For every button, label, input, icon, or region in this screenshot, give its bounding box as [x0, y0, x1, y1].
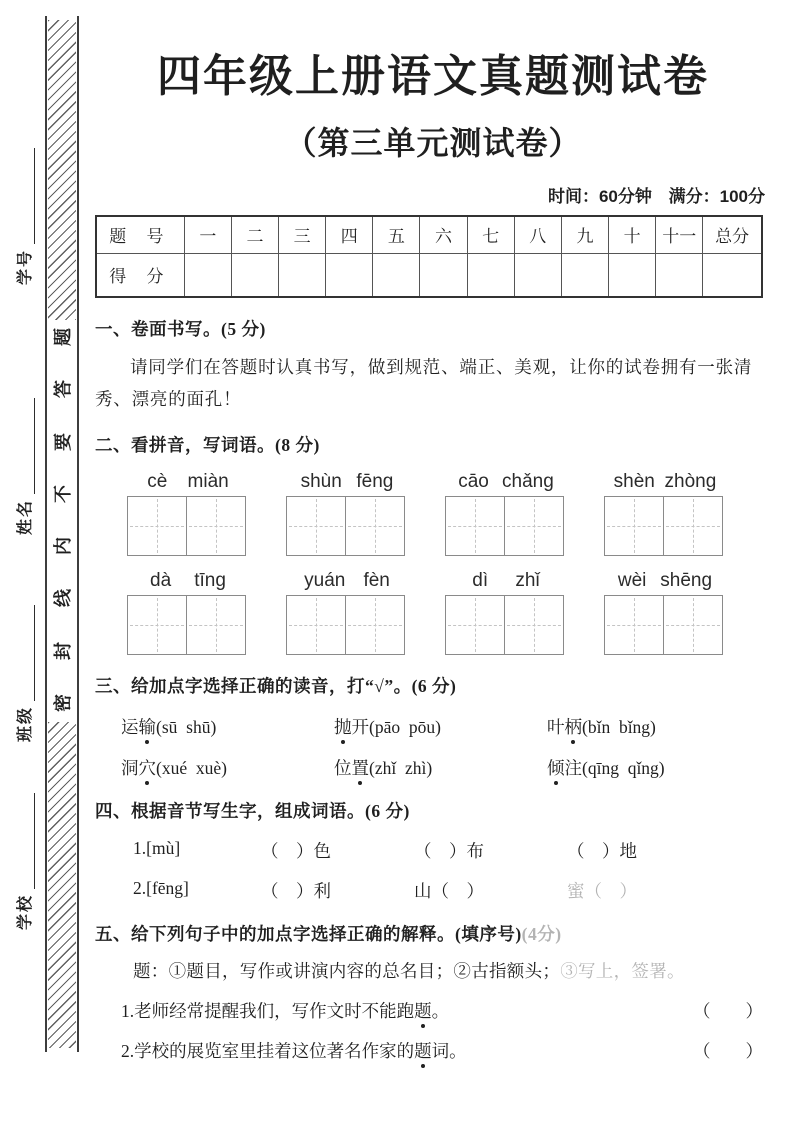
pronunciation-item	[121, 755, 334, 780]
score-header-cell: 三	[279, 216, 326, 253]
dotted-char: 题	[414, 1000, 432, 1021]
score-input-cell	[326, 253, 373, 297]
section-5-heading	[95, 921, 771, 946]
sentence-part: 词。	[431, 1040, 467, 1061]
page-subtitle: （第三单元测试卷）	[284, 125, 582, 161]
score-input-cell	[420, 253, 467, 297]
writing-box	[186, 496, 246, 556]
student-number-blank	[21, 148, 35, 244]
writing-box-pair	[604, 595, 726, 655]
writing-box	[345, 496, 405, 556]
pinyin-group	[127, 570, 249, 655]
writing-box	[604, 595, 664, 655]
pinyin-label	[445, 471, 567, 493]
seal-char: 答	[53, 380, 73, 399]
seal-char: 不	[53, 484, 73, 503]
seal-char: 题	[53, 328, 73, 346]
page-title: 四年级上册语文真题测试卷	[157, 52, 709, 101]
fill-in-blank: （ ）色	[261, 840, 331, 861]
student-number-label: 学号	[17, 248, 34, 285]
pinyin-group	[604, 471, 726, 556]
class-label: 班级	[17, 705, 34, 742]
hatch-pattern-bottom	[48, 722, 76, 1048]
fill-in-blank: 山（ ）	[414, 880, 484, 901]
word-part: 开	[351, 716, 369, 737]
score-header-cell: 五	[373, 216, 420, 253]
seal-char: 封	[53, 641, 73, 660]
writing-box-pair	[286, 496, 408, 556]
writing-box	[504, 496, 564, 556]
pinyin-syllable: zhǐ	[515, 569, 540, 591]
fill-in-blank: （ ）地	[567, 840, 637, 861]
section-3-heading: 三、给加点字选择正确的读音，打“√”。(6 分)	[95, 675, 457, 696]
pinyin-row-2	[127, 570, 771, 655]
writing-box-pair	[127, 496, 249, 556]
dotted-char: 穴	[138, 757, 156, 778]
dotted-char: 柄	[564, 716, 582, 737]
total-score-header-cell: 总分	[703, 216, 762, 253]
score-header-cell: 四	[326, 216, 373, 253]
pinyin-options: (bǐn bǐng)	[582, 716, 656, 737]
dotted-char: 倾	[547, 757, 565, 778]
pinyin-group	[445, 570, 567, 655]
pinyin-syllable: shùn	[300, 470, 342, 492]
pronunciation-row-1	[121, 714, 771, 739]
dotted-char: 输	[138, 716, 156, 737]
score-header-cell: 十一	[656, 216, 703, 253]
pinyin-syllable: shēng	[660, 569, 713, 591]
definition-text-faded: ③写上，签署。	[560, 960, 685, 981]
section-1-body: 请同学们在答题时认真书写，做到规范、端正、美观，让你的试卷拥有一张清秀、漂亮的面孔！	[95, 357, 753, 410]
pinyin-options: (sū shū)	[156, 716, 217, 737]
pinyin-label	[445, 570, 567, 592]
school-label: 学校	[17, 893, 34, 930]
seal-line-text	[47, 324, 77, 716]
pinyin-group	[286, 471, 408, 556]
pinyin-row-1	[127, 471, 771, 556]
pinyin-syllable: miàn	[187, 470, 229, 492]
pinyin-group	[286, 570, 408, 655]
hatch-pattern-top	[48, 20, 76, 320]
pinyin-label	[286, 471, 408, 493]
writing-box-pair	[286, 595, 408, 655]
pinyin-group	[445, 471, 567, 556]
pinyin-syllable: wèi	[617, 569, 647, 591]
writing-box	[445, 595, 505, 655]
section-2-heading: 二、看拼音，写词语。(8 分)	[95, 434, 320, 455]
answer-paren: （ ）	[693, 1040, 763, 1061]
writing-box	[127, 496, 187, 556]
pronunciation-item	[121, 714, 334, 739]
exam-time: 时间：60分钟	[547, 187, 652, 206]
score-header-cell: 九	[561, 216, 608, 253]
pinyin-syllable: cāo	[458, 470, 489, 492]
class-blank	[21, 605, 35, 701]
pinyin-syllable: tīng	[194, 569, 226, 591]
seal-strip	[45, 16, 79, 1052]
score-header-cell: 七	[467, 216, 514, 253]
pinyin-label	[127, 471, 249, 493]
pinyin-syllable: yuán	[304, 569, 346, 591]
writing-box-pair	[445, 496, 567, 556]
section-1-heading: 一、卷面书写。(5 分)	[95, 319, 266, 339]
fill-in-row-2	[133, 878, 771, 903]
paper-content	[95, 0, 771, 1063]
score-table-header-row	[96, 216, 762, 253]
pinyin-syllable: cè	[147, 470, 168, 492]
word-part: 洞	[121, 757, 139, 778]
word-part: 位	[334, 757, 352, 778]
pinyin-syllable: fēng	[356, 470, 394, 492]
pinyin-label	[604, 570, 726, 592]
school-blank	[21, 793, 35, 889]
pinyin-syllable: dà	[150, 569, 172, 591]
sentence-part: 1.老师经常提醒我们，写作文时不能跑	[121, 1000, 415, 1021]
writing-box-pair	[445, 595, 567, 655]
score-input-cell	[231, 253, 278, 297]
pinyin-syllable: dì	[472, 569, 489, 591]
fill-in-blank: （ ）布	[414, 840, 484, 861]
score-obtained-label: 得 分	[96, 253, 184, 297]
writing-box	[663, 496, 723, 556]
definition-line	[133, 958, 771, 983]
exam-meta	[95, 182, 771, 207]
score-header-cell: 一	[184, 216, 231, 253]
pinyin-syllable: zhòng	[664, 470, 717, 492]
seal-char: 线	[53, 589, 73, 608]
sentence-text	[121, 1038, 693, 1063]
score-input-cell	[279, 253, 326, 297]
score-header-cell: 八	[514, 216, 561, 253]
section-5-heading-text: 五、给下列句子中的加点字选择正确的解释。(填序号)	[95, 923, 522, 944]
sentence-part: 。	[431, 1000, 450, 1021]
section-4-heading: 四、根据音节写生字，组成词语。(6 分)	[95, 800, 410, 821]
margin-label-student-number	[13, 115, 35, 285]
syllable-label: 2.[fēng]	[133, 877, 189, 898]
fill-in-row-1	[133, 838, 771, 863]
pronunciation-item	[334, 714, 547, 739]
word-part: 叶	[547, 716, 565, 737]
writing-box	[127, 595, 187, 655]
score-input-cell	[184, 253, 231, 297]
writing-box	[286, 595, 346, 655]
pinyin-syllable: shèn	[613, 470, 655, 492]
sentence-text	[121, 998, 693, 1023]
writing-box	[504, 595, 564, 655]
question-number-label: 题 号	[96, 216, 184, 253]
sentence-item-1	[121, 998, 763, 1023]
name-label: 姓名	[17, 498, 34, 535]
score-table-score-row	[96, 253, 762, 297]
pinyin-group	[127, 471, 249, 556]
score-header-cell: 二	[231, 216, 278, 253]
writing-box	[663, 595, 723, 655]
syllable-label: 1.[mù]	[133, 837, 181, 858]
pinyin-label	[127, 570, 249, 592]
margin-label-school	[13, 760, 35, 930]
pinyin-options: (xué xuè)	[156, 757, 227, 778]
fill-in-blank-faded: 蜜（ ）	[567, 880, 637, 901]
score-input-cell	[514, 253, 561, 297]
pronunciation-row-2	[121, 755, 771, 780]
pinyin-label	[604, 471, 726, 493]
dotted-char: 置	[351, 757, 369, 778]
seal-char: 密	[53, 693, 73, 712]
dotted-char: 抛	[334, 716, 352, 737]
seal-char: 要	[53, 432, 73, 451]
sentence-part: 2.学校的展览室里挂着这位著名作家的	[121, 1040, 415, 1061]
pinyin-syllable: fèn	[363, 569, 390, 591]
dotted-char: 题	[414, 1040, 432, 1061]
score-input-cell	[373, 253, 420, 297]
writing-box	[345, 595, 405, 655]
pinyin-options: (pāo pōu)	[369, 716, 441, 737]
score-input-cell	[467, 253, 514, 297]
pronunciation-item	[547, 755, 760, 780]
section-5-heading-score: (4分)	[521, 923, 562, 944]
score-table	[95, 215, 763, 298]
seal-margin	[0, 0, 92, 1122]
margin-label-name	[13, 365, 35, 535]
total-score-input-cell	[703, 253, 762, 297]
writing-box-pair	[604, 496, 726, 556]
word-part: 注	[564, 757, 582, 778]
fill-in-blank: （ ）利	[261, 880, 331, 901]
writing-box-pair	[127, 595, 249, 655]
exam-full-score: 满分：100分	[668, 187, 765, 206]
score-header-cell: 六	[420, 216, 467, 253]
score-input-cell	[656, 253, 703, 297]
definition-text: 题：①题目，写作或讲演内容的总名目；②古指额头；	[133, 960, 561, 981]
writing-box	[445, 496, 505, 556]
pinyin-label	[286, 570, 408, 592]
pinyin-options: (qīng qǐng)	[582, 757, 665, 778]
answer-paren: （ ）	[693, 1000, 763, 1021]
pinyin-syllable: chǎng	[502, 470, 554, 492]
score-input-cell	[609, 253, 656, 297]
pinyin-group	[604, 570, 726, 655]
seal-char: 内	[53, 537, 73, 556]
word-part: 运	[121, 716, 139, 737]
writing-box	[286, 496, 346, 556]
pronunciation-item	[547, 714, 760, 739]
writing-box	[604, 496, 664, 556]
pronunciation-item	[334, 755, 547, 780]
score-input-cell	[561, 253, 608, 297]
writing-box	[186, 595, 246, 655]
margin-label-class	[13, 572, 35, 742]
pinyin-options: (zhǐ zhì)	[369, 757, 433, 778]
sentence-item-2	[121, 1038, 763, 1063]
score-header-cell: 十	[609, 216, 656, 253]
name-blank	[21, 398, 35, 494]
